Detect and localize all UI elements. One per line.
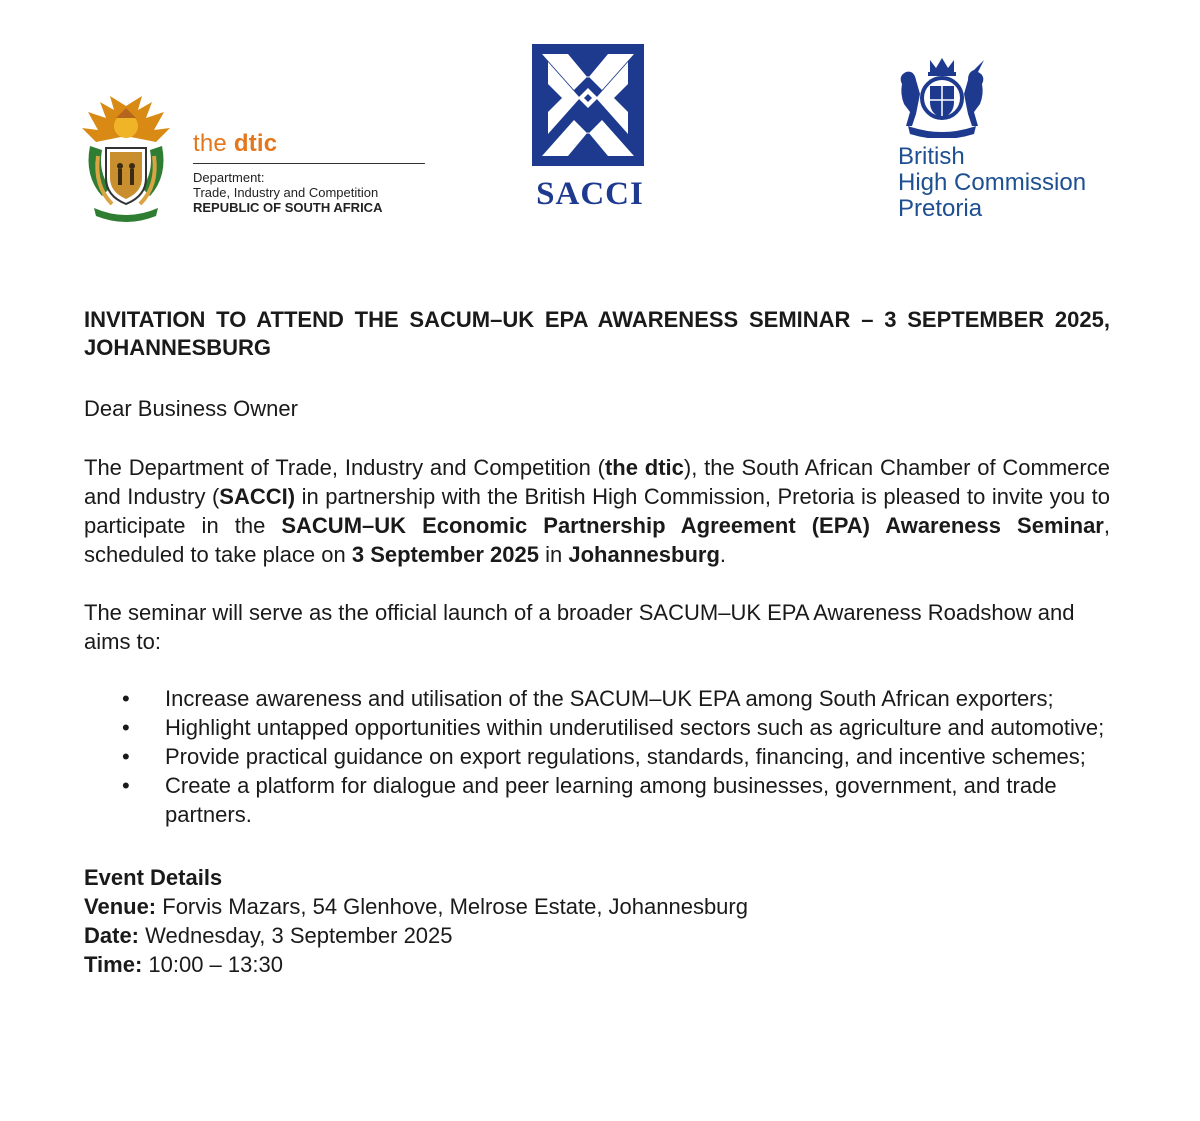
bullet-icon: • (122, 773, 130, 798)
letter-heading: INVITATION TO ATTEND THE SACUM–UK EPA AWARENESS SEMINAR – 3 SEPTEMBER 2025, JOHANNESBURG (84, 307, 1110, 360)
event-details-title: Event Details (84, 865, 223, 890)
bhc-line-high-commission: High Commission (898, 169, 1087, 196)
aims-list (84, 684, 1110, 829)
royal-coat-of-arms-icon (894, 54, 990, 138)
dtic-brand (193, 130, 425, 158)
event-details (84, 863, 1110, 979)
salutation: Dear Business Owner (84, 396, 298, 421)
event-venue: Venue: Forvis Mazars, 54 Glenhove, Melrose Estate, Johannesburg (84, 894, 748, 919)
dtic-line-trade: Trade, Industry and Competition (193, 185, 379, 200)
event-date: Date: Wednesday, 3 September 2025 (84, 923, 453, 948)
british-high-commission-logo (890, 54, 1120, 234)
dtic-divider (193, 163, 425, 164)
list-item: • Highlight untapped opportunities within underutilised sectors such as agriculture and automotive; (122, 715, 1105, 740)
list-item: • Create a platform for dialogue and peer learning among businesses, government, and trade partners. (122, 773, 1057, 827)
bullet-icon: • (122, 715, 130, 740)
bold-date: 3 September 2025 (351, 542, 539, 567)
event-time: Time: 10:00 – 13:30 (84, 952, 283, 977)
dtic-wordmark (193, 130, 425, 215)
dtic-line-department: Department: (193, 170, 265, 185)
dtic-logo (80, 96, 425, 226)
bullet-icon: • (122, 686, 130, 711)
intro-paragraph: The Department of Trade, Industry and Competition (the dtic), the South African Chamber of Commerce and Industry (SACCI) in partnership with the British High Commission, Pretoria is pleased to invite you to participate in the SACUM–UK Economic Partnership Agreement (EPA) Awareness Seminar, scheduled to take place on 3 September 2025 in Johannesburg. (84, 455, 1110, 567)
sacci-knot-icon (532, 42, 644, 168)
dtic-brand-prefix: the (193, 130, 234, 157)
bullet-icon: • (122, 744, 130, 769)
roadshow-paragraph: The seminar will serve as the official launch of a broader SACUM–UK EPA Awareness Roadshow and aims to: (84, 600, 1075, 654)
bold-seminar-name: SACUM–UK Economic Partnership Agreement (EPA) Awareness Seminar (281, 513, 1104, 538)
dtic-line-republic: REPUBLIC OF SOUTH AFRICA (193, 200, 383, 215)
list-item: • Provide practical guidance on export regulations, standards, financing, and incentive schemes; (122, 744, 1086, 769)
logo-header (0, 0, 1200, 240)
dtic-brand-strong: dtic (233, 130, 278, 157)
bold-the-dtic: the dtic (604, 455, 684, 480)
bhc-line-british: British (898, 143, 965, 170)
sacci-name: SACCI (536, 176, 644, 212)
letter-body (84, 306, 1110, 979)
sacci-logo (528, 42, 652, 214)
south-africa-coat-of-arms-icon (80, 96, 172, 222)
list-item: • Increase awareness and utilisation of the SACUM–UK EPA among South African exporters; (122, 686, 1054, 711)
bhc-line-pretoria: Pretoria (898, 195, 983, 222)
bold-city: Johannesburg (568, 542, 720, 567)
bold-sacci: SACCI) (219, 484, 296, 509)
